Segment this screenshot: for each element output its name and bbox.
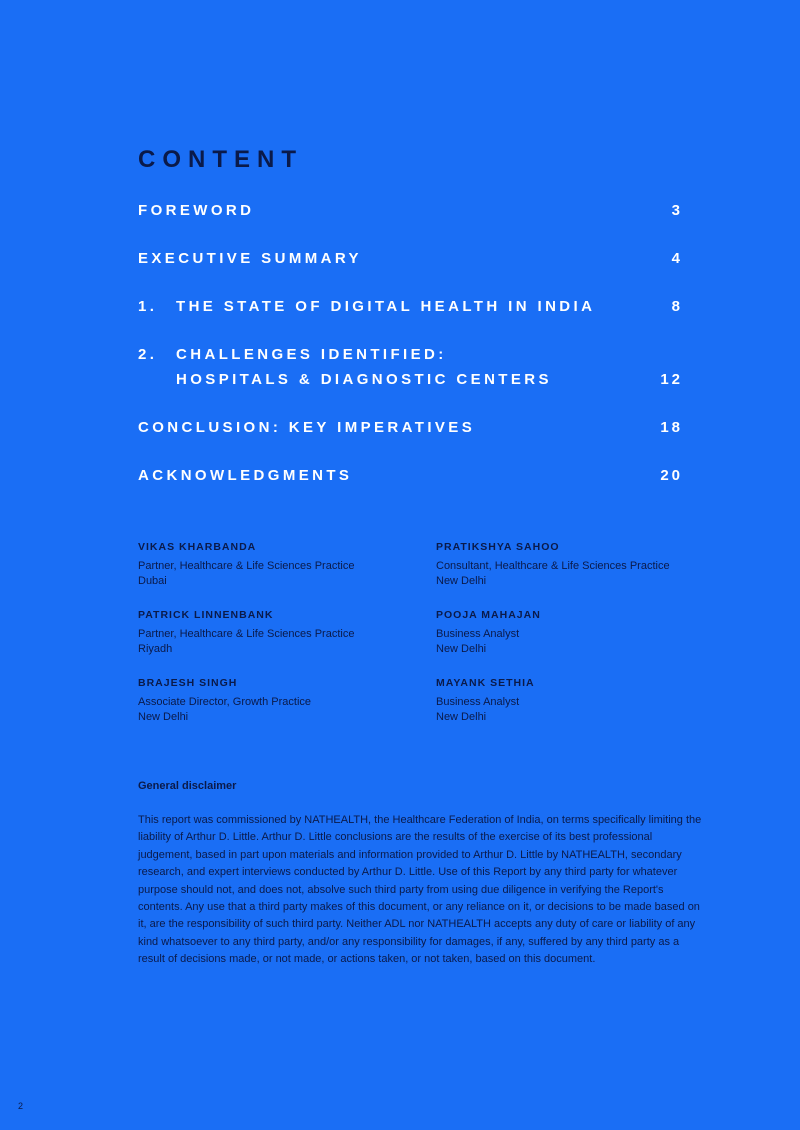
toc-item-page: 20 [660, 467, 683, 484]
toc-item-number: 2. [138, 346, 158, 363]
page-title: CONTENT [138, 146, 303, 173]
toc-item-title: FOREWORD [138, 202, 255, 219]
author-name: POOJA MAHAJAN [436, 609, 541, 621]
toc-item-page: 4 [671, 250, 683, 267]
toc-item-page: 12 [660, 371, 683, 388]
author-name: PRATIKSHYA SAHOO [436, 541, 560, 553]
author-city: New Delhi [436, 643, 487, 655]
authors-list [138, 541, 718, 725]
author-card [436, 541, 718, 589]
toc-item-title-line2: HOSPITALS & DIAGNOSTIC CENTERS [176, 371, 552, 388]
toc-item-title: EXECUTIVE SUMMARY [138, 250, 362, 267]
toc-item-number: 1. [138, 298, 158, 315]
author-name: PATRICK LINNENBANK [138, 609, 274, 621]
page-number: 2 [18, 1101, 24, 1111]
author-role: Partner, Healthcare & Life Sciences Practice [138, 560, 355, 572]
author-role: Associate Director, Growth Practice [138, 696, 312, 708]
author-card [138, 609, 436, 657]
author-role: Consultant, Healthcare & Life Sciences Practice [436, 560, 670, 572]
author-name: VIKAS KHARBANDA [138, 541, 257, 553]
author-name: MAYANK SETHIA [436, 677, 535, 689]
toc-item-digital-health[interactable] [138, 294, 683, 319]
author-city: Riyadh [138, 643, 173, 655]
author-city: Dubai [138, 575, 167, 587]
toc-item-title: CONCLUSION: KEY IMPERATIVES [138, 419, 476, 436]
author-card [138, 677, 436, 725]
toc-item-title: CHALLENGES IDENTIFIED: [176, 346, 447, 363]
toc-item-title: THE STATE OF DIGITAL HEALTH IN INDIA [176, 298, 596, 315]
author-city: New Delhi [436, 575, 487, 587]
author-role: Partner, Healthcare & Life Sciences Practice [138, 628, 355, 640]
toc-item-challenges[interactable] [138, 342, 683, 392]
general-disclaimer [138, 780, 708, 969]
toc-item-page: 18 [660, 419, 683, 436]
author-card [436, 677, 718, 725]
toc-item-executive-summary[interactable] [138, 246, 683, 271]
toc-item-page: 8 [671, 298, 683, 315]
author-card [138, 541, 436, 589]
toc-item-acknowledgments[interactable] [138, 463, 683, 488]
toc-item-page: 3 [671, 202, 683, 219]
author-name: BRAJESH SINGH [138, 677, 238, 689]
toc-item-title: ACKNOWLEDGMENTS [138, 467, 353, 484]
table-of-contents [138, 198, 683, 511]
toc-item-foreword[interactable] [138, 198, 683, 223]
disclaimer-body: This report was commissioned by NATHEALTH, the Healthcare Federation of India, on terms specifically limiting the liability of Arthur D. Little. Arthur D. Little conclusions are the results of the exercise of its best professional judgement, based in part upon materials and information provided to Arthur D. Little by NATHEALTH, secondary research, and expert interviews conducted by Arthur D. Little. Use of this Report by any third party for whatever purpose should not, and does not, absolve such third party from using due diligence in verifying the Report's contents. Any use that a third party makes of this document, or any reliance on it, or decisions to be made based on it, are the responsibility of such third party. Neither ADL nor NATHEALTH accepts any duty of care or liability of any kind whatsoever to any third party, and/or any responsibility for damages, if any, suffered by any third party as a result of decisions made, or not made, or actions taken, or not taken, based on this document. [138, 814, 702, 966]
disclaimer-heading: General disclaimer [138, 780, 237, 792]
author-role: Business Analyst [436, 696, 520, 708]
author-city: New Delhi [138, 711, 189, 723]
author-card [436, 609, 718, 657]
author-city: New Delhi [436, 711, 487, 723]
author-role: Business Analyst [436, 628, 520, 640]
toc-item-conclusion[interactable] [138, 415, 683, 440]
